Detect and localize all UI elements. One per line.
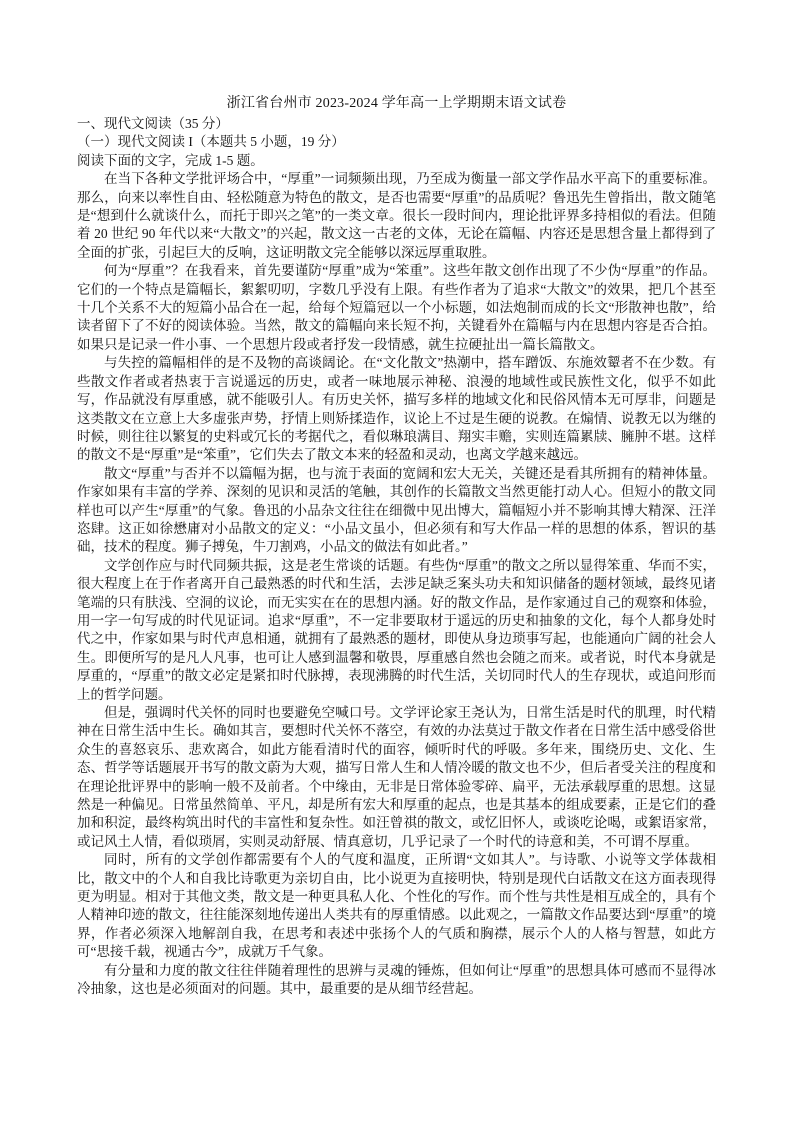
paragraph-2: 何为“厚重”？在我看来，首先要谨防“厚重”成为“笨重”。这些年散文创作出现了不少伪“厚重”的作品。它们的一个特点是篇幅长，絮絮叨叨，字数几乎没有上限。有些作者为了追求“大散文”的效果，把几个甚至十几个关系不大的短篇小品合在一起，给每个短篇冠以一个小标题，如法炮制而成的长文“形散神也散”，给读者留下了不好的阅读体验。当然，散文的篇幅向来长短不拘，关键看外在篇幅与内在思想内容是否合拍。如果只是记录一件小事、一个思想片段或者抒发一段情感，就生拉硬扯出一篇长篇散文。 (77, 263, 716, 352)
paragraph-8: 有分量和力度的散文往往伴随着理性的思辨与灵魂的锤炼，但如何让“厚重”的思想具体可感而不显得冰冷抽象，这也是必须面对的问题。其中，最重要的是从细节经营起。 (77, 962, 716, 997)
paragraph-7: 同时，所有的文学创作都需要有个人的气度和温度，正所谓“文如其人”。与诗歌、小说等文学体裁相比，散文中的个人和自我比诗歌更为亲切自由，比小说更为直接明快，特别是现代白话散文在这方面表现得更为明显。相对于其他文类，散文是一种更具私人化、个性化的写作。而个性与共性是相互成全的，具有个人精神印迹的散文，往往能深刻地传递出人类共有的厚重情感。以此观之，一篇散文作品要达到“厚重”的境界，作者必须深入地解剖自我，在思考和表述中张扬个人的气质和胸襟，展示个人的人格与智慧，如此方可“思接千载，视通古今”，成就万千气象。 (77, 852, 716, 960)
subsection-heading: （一）现代文阅读 I（本题共 5 小题，19 分） (77, 134, 345, 150)
paragraph-5: 文学创作应与时代同频共振，这是老生常谈的话题。有些伪“厚重”的散文之所以显得笨重、华而不实，很大程度上在于作者离开自己最熟悉的时代和生活，去涉足缺乏案头功夫和知识储备的题材领域，最终见诸笔端的只有肤浅、空洞的议论，而无实实在在的思想内涵。好的散文作品，是作家通过自己的观察和体验，用一字一句写成的时代见证词。追求“厚重”，不一定非要取材于遥远的历史和抽象的文化，每个人都身处时代之中，作家如果与时代声息相通，就拥有了最熟悉的题材，即使从身边琐事写起，也能通向广阔的社会人生。即便所写的是凡人凡事，也可让人感到温馨和敬畏，厚重感自然也会随之而来。或者说，时代本身就是厚重的，“厚重”的散文必定是紧扣时代脉搏，表现沸腾的时代生活，关切同时代人的生存现状，或追问形而上的哲学问题。 (77, 557, 716, 702)
section-heading: 一、现代文阅读（35 分） (77, 116, 229, 131)
paragraph-4: 散文“厚重”与否并不以篇幅为据，也与流于表面的宽阔和宏大无关，关键还是看其所拥有的精神体量。作家如果有丰富的学养、深刻的见识和灵活的笔触，其创作的长篇散文当然更能打动人心。但短小的散文同样也可以产生“厚重”的气象。鲁迅的小品杂文往往在细微中见出博大，篇幅短小并不影响其博大精深、汪洋恣肆。这正如徐懋庸对小品散文的定义：“小品文虽小，但必须有和写大作品一样的思想的体系，智识的基础，技术的程度。狮子搏兔，牛刀割鸡，小品文的做法有如此者。” (77, 465, 716, 555)
paragraph-6: 但是，强调时代关怀的同时也要避免空喊口号。文学评论家王尧认为，日常生活是时代的肌理，时代精神在日常生活中生长。确如其言，要想时代关怀不落空，有效的办法莫过于散文作者在日常生活中感受俗世众生的喜怒哀乐、悲欢离合，如此方能看清时代的面容，倾听时代的呼吸。多年来，围绕历史、文化、生态、哲学等话题展开书写的散文蔚为大观，描写日常人生和人情冷暖的散文也不少，但后者受关注的程度和在理论批评界中的影响一般不及前者。个中缘由，无非是日常体验零碎、扁平，无法承载厚重的思想。这显然是一种偏见。日常虽然简单、平凡，却是所有宏大和厚重的起点，也是其基本的组成要素，正是它们的叠加和积淀，最终构筑出时代的丰富性和复杂性。如汪曾祺的散文，或忆旧怀人，或谈吃论喝，或絮语家常，或记风土人情，看似琐屑，实则灵动舒展、情真意切，几乎记录了一个时代的诗意和美，不可谓不厚重。 (77, 705, 716, 849)
page-title: 浙江省台州市 2023-2024 学年高一上学期期末语文试卷 (226, 96, 567, 111)
reading-instruction: 阅读下面的文字，完成 1-5 题。 (77, 152, 264, 168)
paragraph-3: 与失控的篇幅相伴的是不及物的高谈阔论。在“文化散文”热潮中，搭车蹭饭、东施效颦者不在少数。有些散文作者或者热衷于言说遥远的历史，或者一味地展示神秘、浪漫的地域性或民族性文化，似乎不如此写，作品就没有厚重感，就不能吸引人。有历史关怀，描写多样的地域文化和民俗风情本无可厚非，问题是这类散文在立意上大多虚张声势，抒情上则矫揉造作，议论上不过是生硬的说教。在煽情、说教无以为继的时候，则往往以繁复的史料或冗长的考据代之，看似琳琅满目、翔实丰赡，实则连篇累牍、臃肿不堪。这样的散文不是“厚重”是“笨重”，它们失去了散文本来的轻盈和灵动，也离文学越来越远。 (77, 355, 716, 463)
paragraph-1: 在当下各种文学批评场合中，“厚重”一词频频出现，乃至成为衡量一部文学作品水平高下的重要标准。那么，向来以率性自由、轻松随意为特色的散文，是否也需要“厚重”的品质呢？鲁迅先生曾指出，散文随笔是“想到什么就谈什么，而托于即兴之笔”的一类文章。很长一段时间内，理论批评界多持相似的看法。但随着 20 世纪 90 年代以来“大散文”的兴起，散文这一古老的文体，无论在篇幅、内容还是思想含量上都得到了全面的扩张，引起巨大的反响，这证明散文完全能够以深远厚重取胜。 (77, 171, 716, 260)
